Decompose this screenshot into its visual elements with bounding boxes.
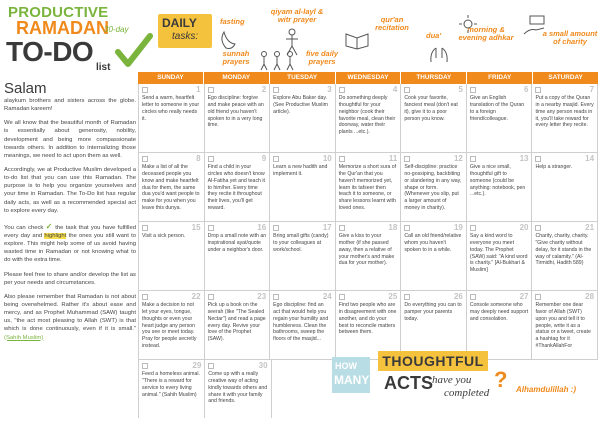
day-task-text: Come up with a really creative way of acting kindly towards others and share it with your family and friends. (208, 371, 268, 405)
day-checkbox[interactable] (339, 156, 345, 162)
task-qiyam: qiyam al-layl & witr prayer (270, 7, 324, 25)
day-checkbox[interactable] (142, 156, 148, 162)
day-cell[interactable] (467, 153, 533, 221)
day-header: SATURDAY (533, 72, 598, 84)
day-cell[interactable] (138, 360, 205, 418)
day-checkbox[interactable] (142, 294, 148, 300)
day-task-text: Bring small gifts (candy) to your colleagues at work/school. (273, 233, 329, 253)
day-cell[interactable] (270, 291, 336, 359)
day-task-text: Charity, charity, charity. "Give charity without delay, for it stands in the way of calamity." (Al-Tirmidhi, Hadith 589) (535, 233, 592, 267)
day-cell[interactable] (205, 84, 271, 152)
day-task-text: Give a kiss to your mother (if she passed away, then a relative of your mother's and make dua for your mother). (338, 233, 395, 267)
day-checkbox[interactable] (535, 156, 541, 162)
day-task-text: Cook your favorite, fanciest meal (don't eat it), give it to a poor person you know. (404, 95, 458, 122)
day-checkbox[interactable] (470, 225, 476, 231)
day-cell[interactable] (205, 153, 271, 221)
day-number: 30 (258, 361, 268, 370)
day-cell[interactable] (467, 84, 533, 152)
money-hand-icon (522, 14, 548, 38)
day-cell[interactable] (532, 153, 598, 221)
thoughtful-label: THOUGHTFUL (378, 351, 488, 371)
day-number: 23 (257, 292, 267, 301)
day-checkbox[interactable] (535, 87, 541, 93)
day-checkbox[interactable] (404, 87, 410, 93)
intro-paragraph-6: Also please remember that Ramadan is not about being overwhelmed. Rather it's about ease and mercy, and as Prophet Muhammad (SAW) taught us, "the act most pleasing to Allah (SWT) is that which is done continuously, even if it is small." (Sahih Muslim) (4, 293, 136, 341)
day-cell[interactable] (336, 153, 402, 221)
day-number: 9 (261, 154, 267, 163)
day-checkbox[interactable] (142, 225, 148, 231)
day-task-text: Give an English translation of the Quran to a foreign friend/colleague. (469, 95, 525, 122)
calendar-week (138, 222, 598, 291)
day-task-text: Learn a new hadith and implement it. (273, 164, 328, 177)
day-checkbox[interactable] (208, 363, 214, 369)
calendar-week (138, 153, 598, 222)
day-number: 16 (257, 223, 267, 232)
day-number: 4 (392, 85, 398, 94)
day-cell[interactable] (532, 84, 598, 152)
day-number: 24 (322, 292, 332, 301)
day-number: 27 (519, 292, 529, 301)
day-task-text: Send a warm, heartfelt letter to someone in your circles who really needs it. (142, 95, 200, 122)
day-cell[interactable] (270, 222, 336, 290)
prayer-row-icon (258, 50, 296, 72)
day-task-text: Say a kind word to everyone you meet today. The Prophet (SAW) said: "A kind word is charity." [Al-Bukhari & Muslim] (469, 233, 528, 274)
day-number: 3 (327, 85, 332, 94)
day-cell[interactable] (138, 84, 205, 152)
day-cell[interactable] (205, 360, 271, 418)
sahih-muslim-link[interactable]: (Sahih Muslim) (4, 334, 44, 341)
salam-heading: Salam (4, 80, 47, 97)
day-header: TUESDAY (270, 72, 335, 84)
day-task-text: Find two people who are in disagreement with one another, and do your best to reconcile matters between them. (338, 302, 397, 336)
day-cell[interactable] (401, 153, 467, 221)
calendar-header (138, 72, 598, 84)
day-cell[interactable] (401, 222, 467, 290)
day-number: 5 (458, 85, 463, 94)
day-cell[interactable] (205, 291, 271, 359)
daily-tasks-banner (158, 6, 600, 76)
day-task-text: Do something deeply thoughtful for your neighbor (cook their favorite meal, clean their doorway, water their plants ...etc.). (338, 95, 396, 136)
day-task-text: Put a copy of the Quran in a nearby masjid. Every time any person reads in it, you'll take reward for every letter they recite. (535, 95, 594, 129)
day-checkbox[interactable] (208, 225, 214, 231)
day-cell[interactable] (401, 84, 467, 152)
day-number: 13 (519, 154, 529, 163)
day-task-text: Pick up a book on the seerah (like "The Sealed Nectar") and read a page every day. Revive your love of the Prophet (SAW). (207, 302, 266, 343)
task-five-daily: five daily prayers (305, 49, 339, 67)
intro-paragraph-5: Please feel free to share and/or develop the list as per your needs and circumstances. (4, 271, 136, 286)
day-task-text: Console someone who may deeply need support and consolation. (469, 302, 529, 322)
day-number: 11 (388, 154, 398, 163)
day-number: 7 (589, 85, 595, 94)
checkmark-icon (114, 32, 154, 70)
day-checkbox[interactable] (404, 294, 410, 300)
task-charity: a small amount of charity (542, 29, 598, 47)
day-task-text: Make a decision to not let your eyes, tongue, thoughts or even your heart judge any person you see or meet today. Pray for people secretly instead. (142, 302, 197, 350)
intro-text (4, 80, 136, 420)
sun-icon (458, 14, 478, 34)
day-cell[interactable] (270, 84, 336, 152)
day-number: 17 (322, 223, 332, 232)
logo-list: list (96, 62, 111, 73)
summary-banner (332, 345, 598, 405)
task-adhkar: morning & evening adhkar (458, 25, 514, 43)
day-cell[interactable] (532, 222, 598, 290)
day-checkbox[interactable] (142, 87, 148, 93)
have-you-label: have you (432, 374, 472, 386)
day-number: 15 (191, 223, 201, 232)
intro-paragraph-2: We all know that the beautiful month of Ramadan is essentially about generosity, nobility, development and being more compassionate towards others. In addition to internalizing those meanings, we need to act upon them as well. (4, 120, 136, 159)
day-checkbox[interactable] (470, 294, 476, 300)
dua-hands-icon (428, 44, 450, 64)
day-task-text: Feed a homeless animal. "There is a reward for service to every living animal." (Sahih Muslim) (142, 371, 200, 398)
day-cell[interactable] (138, 153, 205, 221)
day-task-text: Self-discipline: practice no-gossiping, backbiting or slandering in any way, shape or form. (Whenever you slip, put a larger amount of money in charity). (404, 164, 462, 212)
day-cell[interactable] (336, 84, 402, 152)
small-check-icon: ✓ (45, 221, 53, 231)
intro-paragraph-4: You can check ✓ the task that you have fulfilled every day and highlight the ones you still want to explore. This might help some of us avoid having wasted time in Ramadan or not knowing what to do with the extra time. (4, 221, 137, 264)
empty-cell (272, 360, 337, 418)
day-number: 21 (585, 223, 595, 232)
day-checkbox[interactable] (208, 156, 214, 162)
day-checkbox[interactable] (339, 87, 345, 93)
day-task-text: Explore Abu Baker day. (See Productive Muslim article). (273, 95, 328, 115)
day-task-text: Memorize a short sura of the Qur'an that you haven't memorized yet, learn its tafseer then teach it to someone, or share lessons learnt with loved ones. (338, 164, 397, 212)
day-task-text: Help a stranger. (535, 164, 573, 170)
task-dua: dua' (426, 31, 442, 40)
day-checkbox[interactable] (273, 294, 279, 300)
day-number: 14 (585, 154, 595, 163)
day-cell[interactable] (138, 222, 205, 290)
day-number: 28 (585, 292, 595, 301)
day-checkbox[interactable] (339, 225, 345, 231)
intro-paragraph-3: Accordingly, we at Productive Muslim developed a to-do list that you can use this Ramadan. The purpose is to help you organize yourselves and your time in Ramadan. The To-Do list has regular daily acts, as well as a recommended special act to explore every day. (4, 166, 136, 214)
day-checkbox[interactable] (142, 363, 148, 369)
day-checkbox[interactable] (208, 87, 214, 93)
day-task-text: Remember one dear favor of Allah (SWT) upon you and tell it to people, write it as a status or a tweet, create a hashtag for it #ThankAllahFor (535, 302, 591, 350)
completed-label: completed (444, 387, 490, 399)
acts-label: ACTS (384, 373, 433, 393)
day-cell[interactable] (270, 153, 336, 221)
daily-tasks-label: DAILY tasks: (158, 14, 212, 48)
day-cell[interactable] (336, 222, 402, 290)
logo-productive: PRODUCTIVE (8, 4, 109, 21)
day-checkbox[interactable] (470, 87, 476, 93)
alhamdulillah-label: Alhamdulillah :) (516, 385, 576, 394)
day-header: WEDNESDAY (336, 72, 401, 84)
day-task-text: Call an old friend/relative whom you haven't spoken to in a while. (404, 233, 462, 253)
day-checkbox[interactable] (208, 294, 214, 300)
salam-text: alaykum brothers and sisters across the globe. Ramadan kareem! (4, 98, 136, 113)
day-checkbox[interactable] (339, 294, 345, 300)
calendar-week (138, 84, 598, 153)
how-many-badge: HOW MANY (332, 357, 370, 393)
day-checkbox[interactable] (404, 156, 410, 162)
day-checkbox[interactable] (470, 156, 476, 162)
day-checkbox[interactable] (535, 294, 541, 300)
day-number: 2 (261, 85, 267, 94)
highlight-word: highlight (44, 232, 67, 239)
day-task-text: Visit a sick person. (142, 233, 186, 239)
day-number: 22 (191, 292, 201, 301)
logo-30-day: 30-day (104, 25, 129, 34)
day-header: SUNDAY (138, 72, 203, 84)
day-cell[interactable] (467, 222, 533, 290)
day-number: 12 (453, 154, 463, 163)
day-number: 20 (519, 223, 529, 232)
day-checkbox[interactable] (404, 225, 410, 231)
day-number: 18 (388, 223, 398, 232)
quran-book-icon (344, 28, 370, 50)
day-checkbox[interactable] (535, 225, 541, 231)
day-number: 10 (322, 154, 332, 163)
day-checkbox[interactable] (273, 156, 279, 162)
task-sunnah: sunnah prayers (222, 49, 250, 67)
day-number: 26 (453, 292, 463, 301)
day-number: 19 (453, 223, 463, 232)
logo-to-do: TO-DO (6, 36, 94, 67)
day-number: 8 (196, 154, 201, 163)
day-number: 6 (524, 85, 529, 94)
day-number: 25 (388, 292, 398, 301)
day-cell[interactable] (138, 291, 205, 359)
day-header: THURSDAY (401, 72, 466, 84)
task-fasting: fasting (220, 17, 245, 26)
day-task-text: Ego discipline: forgive and make peace with an old friend you haven't spoken to in a very long time. (207, 95, 264, 129)
day-task-text: Find a child in your circles who doesn't know Al-Fatiha yet and teach it to him/her. Every time they recite it throughout their lives, you'll get reward. (207, 164, 265, 212)
day-checkbox[interactable] (273, 225, 279, 231)
day-task-text: Give a nice small, thoughtful gift to someone (could be anything: notebook, pen ...etc.). (469, 164, 526, 198)
question-mark: ? (494, 367, 508, 392)
day-checkbox[interactable] (273, 87, 279, 93)
day-header: MONDAY (204, 72, 269, 84)
day-task-text: Ego discipline: find an act that would help you regain your humility and humbleness. Clean the bathrooms, sweep the floors of the masjid... (273, 302, 329, 343)
day-task-text: Make a list of all the deceased people you know and make heartfelt dua for them, the same dua you'd want people to make for you when you leave this dunya. (142, 164, 200, 212)
logo (4, 4, 152, 74)
day-number: 29 (192, 361, 202, 370)
logo-ramadan: RAMADAN (16, 18, 109, 38)
day-task-text: Do everything you can to pamper your parents today. (404, 302, 462, 322)
day-number: 1 (196, 85, 201, 94)
day-task-text: Drop a small note with an inspirational ayat/quote under a neighbor's door. (207, 233, 267, 253)
day-cell[interactable] (205, 222, 271, 290)
day-header: FRIDAY (467, 72, 532, 84)
task-quran: qur'an recitation (375, 15, 409, 33)
